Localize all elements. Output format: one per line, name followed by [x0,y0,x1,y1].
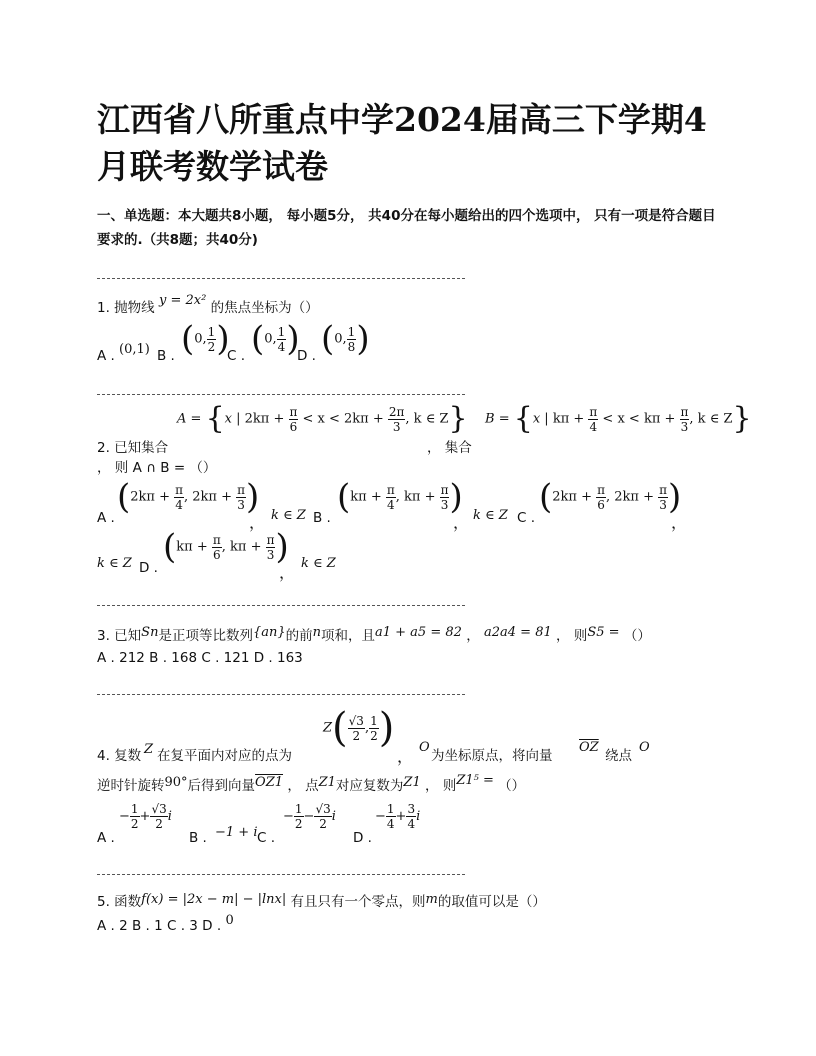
q2-kz: k ∈ Z [97,556,132,571]
q2-kz: k ∈ Z [271,508,306,523]
q3-comma: ， [466,628,480,644]
q4-o: O [419,740,430,755]
q4-z: Z [144,742,154,757]
question-2-options-row2 [97,527,737,582]
q2-label-d: D . [139,560,158,576]
question-2-stem [97,401,752,456]
q2-kz: k ∈ Z [301,556,336,571]
q4-z1: Z1 [403,775,421,790]
q1-label-b: B . [157,348,175,364]
q3-sn: Sn [141,625,159,640]
divider [97,394,465,395]
q4-option-a: − $\frac{1}{2}$ + $\frac{√3}{2}$ i [119,802,172,831]
q5-m: m [425,892,438,907]
q3-n: n [312,625,321,640]
question-2-mid: ， 集合 [427,440,472,456]
q3-s5: S5 = [587,625,620,640]
q3-text: （） [623,628,651,644]
q4-text: （） [498,778,526,794]
q1-option-b: (0, $\frac{1}{2}$ ) [181,319,230,359]
section-heading: 一、单选题：本大题共8小题， 每小题5分， 共40分在每小题给出的四个选项中， 只有一项是符合题目要求的.（共8题；共40分) [97,208,716,248]
q4-point: Z( $\frac{√3}{2}$ , $\frac{1}{2}$ ) [323,705,395,751]
q3-text: 项和，且 [321,628,375,644]
q4-text: 为坐标原点，将向量 [431,748,553,764]
q5-prefix: 5. 函数 [97,894,142,910]
question-3-options: A . 212 B . 168 C . 121 D . 163 [97,650,303,666]
question-4-stem [97,706,737,766]
q1-label-a: A . [97,348,115,364]
q4-label-d: D . [353,830,372,846]
q2-option-b: (kπ + $\frac{\pi}{4}$ , kπ + $\frac{\pi}{3}$ ) [337,477,463,517]
q5-option-d: 0 [225,913,234,928]
question-4-options [97,800,737,848]
question-2-options-row1 [97,477,737,532]
q2-kz: k ∈ Z [473,508,508,523]
page-title: 江西省八所重点中学2024届高三下学期4月联考数学试卷 [97,100,707,186]
divider [97,605,465,606]
q4-option-d: − $\frac{1}{4}$ + $\frac{3}{4}$ i [375,802,421,831]
question-2-prefix: 2. 已知集合 [97,440,169,456]
question-2-line2: ， 则 A ∩ B = （） [97,460,217,476]
q3-text: 的前 [285,628,313,644]
q4-label-c: C . [257,830,276,846]
q4-label-b: B . [189,830,207,846]
q1-option-a: (0,1) [119,342,150,357]
q5-formula: f(x) = |2x − m| − |lnx| [141,892,287,907]
q4-text: 绕点 [605,748,632,764]
q2-label-b: B . [313,510,331,526]
question-1-stem [97,293,319,316]
divider [97,278,465,279]
q4-oz: $\overline{OZ}$ [579,740,599,755]
q3-text: ， 则 [556,628,588,644]
q4-text: 后得到向量 [187,778,256,794]
q4-deg: 90° [164,775,188,790]
q4-text: 在复平面内对应的点为 [157,748,292,764]
q5-text: 有且只有一个零点，则 [290,894,426,910]
q4-o: O [639,740,650,755]
q3-text: 是正项等比数列 [158,628,253,644]
q2-sep: ， [671,513,688,532]
question-5-stem [97,890,546,910]
q4-z1: Z1 [318,775,336,790]
question-1-prefix: 1. 抛物线 [97,300,155,316]
q2-label-a: A . [97,510,115,526]
q5-suffix: 的取值可以是（） [437,894,546,910]
q2-option-c: (2kπ + $\frac{\pi}{6}$ , 2kπ + $\frac{\pi}{3}$ ) [539,477,682,517]
q1-option-c: (0, $\frac{1}{4}$ ) [251,319,300,359]
q5-options-text: A . 2 B . 1 C . 3 D . [97,918,222,934]
q4-text: ， 则 [425,778,457,794]
q4-option-c: − $\frac{1}{2}$ − $\frac{√3}{2}$ i [283,802,336,831]
q2-sep: ， [453,513,470,532]
q3-cond1: a1 + a5 = 82 [375,625,462,640]
question-3-stem [97,624,651,644]
divider [97,694,465,695]
q1-label-d: D . [297,348,316,364]
q4-z1-power: Z1⁵ = [456,773,494,788]
q1-label-c: C . [227,348,246,364]
q2-label-c: C . [517,510,536,526]
q4-option-b: −1 + i [215,825,258,840]
q4-oz1: OZ1 [255,775,284,790]
q4-text: 对应复数为 [335,778,404,794]
q3-text: 3. 已知 [97,628,142,644]
question-5-options [97,913,234,934]
q2-option-a: (2kπ + $\frac{\pi}{4}$ , 2kπ + $\frac{\pi}{3}$ ) [117,477,260,517]
q1-option-d: (0, $\frac{1}{8}$ ) [321,319,370,359]
question-2-set-b: B = {x | kπ + $\frac{\pi}{4}$ < x < kπ + $\frac{\pi}{3}$ , k ∈ Z} [485,401,752,436]
q4-label-a: A . [97,830,115,846]
q4-prefix: 4. 复数 [97,748,142,764]
q2-sep: ， [249,513,266,532]
q3-cond2: a2a4 = 81 [484,625,552,640]
q3-an: {an} [252,625,286,640]
divider [97,874,465,875]
q2-option-d: (kπ + $\frac{\pi}{6}$ , kπ + $\frac{\pi}{3}$ ) [163,527,289,567]
question-1-suffix: 的焦点坐标为（） [210,300,319,316]
question-4-line2 [97,774,525,794]
q2-sep: ， [279,563,296,582]
question-1-formula: y = 2x² [158,293,207,308]
q4-text: ， 点 [287,778,319,794]
q4-text: 逆时针旋转 [97,778,165,794]
question-2-set-a: A = {x | 2kπ + $\frac{\pi}{6}$ < x < 2kπ + $\frac{2\pi}{3}$ , k ∈ Z} [177,401,468,436]
q4-comma: ， [397,747,414,766]
